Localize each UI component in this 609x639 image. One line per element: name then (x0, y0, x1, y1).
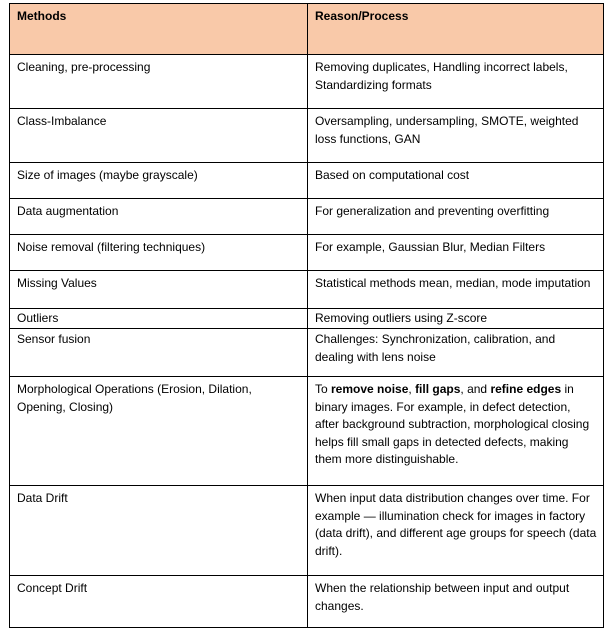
table-row (10, 576, 604, 628)
reason-cell: When the relationship between input and output changes. (308, 576, 604, 628)
reason-text-2: , (408, 382, 416, 396)
method-cell: Cleaning, pre-processing (10, 55, 308, 109)
header-methods: Methods (10, 4, 308, 55)
reason-cell: For example, Gaussian Blur, Median Filters (308, 235, 604, 271)
table-row (10, 329, 604, 377)
reason-text-4: in binary images. For example, in defect detection, after background subtraction, morphological closing helps fill small gaps in detected defects, making them more distinguishable. (315, 382, 590, 466)
header-reason: Reason/Process (308, 4, 604, 55)
reason-cell: For generalization and preventing overfitting (308, 199, 604, 235)
table-row (10, 55, 604, 109)
method-cell: Missing Values (10, 271, 308, 309)
reason-text-3: , and (460, 382, 491, 396)
reason-cell: Removing outliers using Z-score (308, 309, 604, 329)
table-row (10, 163, 604, 199)
reason-cell (308, 377, 604, 486)
reason-bold-1: remove noise (331, 382, 409, 396)
methods-table (9, 3, 604, 628)
table-row (10, 235, 604, 271)
method-cell: Morphological Operations (Erosion, Dilation, Opening, Closing) (10, 377, 308, 486)
reason-cell: Challenges: Synchronization, calibration, and dealing with lens noise (308, 329, 604, 377)
method-cell: Sensor fusion (10, 329, 308, 377)
table-row (10, 271, 604, 309)
table-row (10, 377, 604, 486)
reason-cell: Statistical methods mean, median, mode imputation (308, 271, 604, 309)
method-cell: Data Drift (10, 486, 308, 576)
reason-bold-2: fill gaps (415, 382, 461, 396)
method-cell: Outliers (10, 309, 308, 329)
table-header-row (10, 4, 604, 55)
reason-cell: Based on computational cost (308, 163, 604, 199)
method-cell: Size of images (maybe grayscale) (10, 163, 308, 199)
reason-cell: When input data distribution changes over time. For example — illumination check for images in factory (data drift), and different age groups for speech (data drift). (308, 486, 604, 576)
reason-text-1: To (315, 382, 332, 396)
reason-cell: Oversampling, undersampling, SMOTE, weighted loss functions, GAN (308, 109, 604, 163)
table-row (10, 109, 604, 163)
table-row (10, 309, 604, 329)
method-cell: Concept Drift (10, 576, 308, 628)
reason-bold-3: refine edges (490, 382, 562, 396)
method-cell: Noise removal (filtering techniques) (10, 235, 308, 271)
method-cell: Class-Imbalance (10, 109, 308, 163)
table-row (10, 199, 604, 235)
table-row (10, 486, 604, 576)
reason-cell: Removing duplicates, Handling incorrect labels, Standardizing formats (308, 55, 604, 109)
method-cell: Data augmentation (10, 199, 308, 235)
